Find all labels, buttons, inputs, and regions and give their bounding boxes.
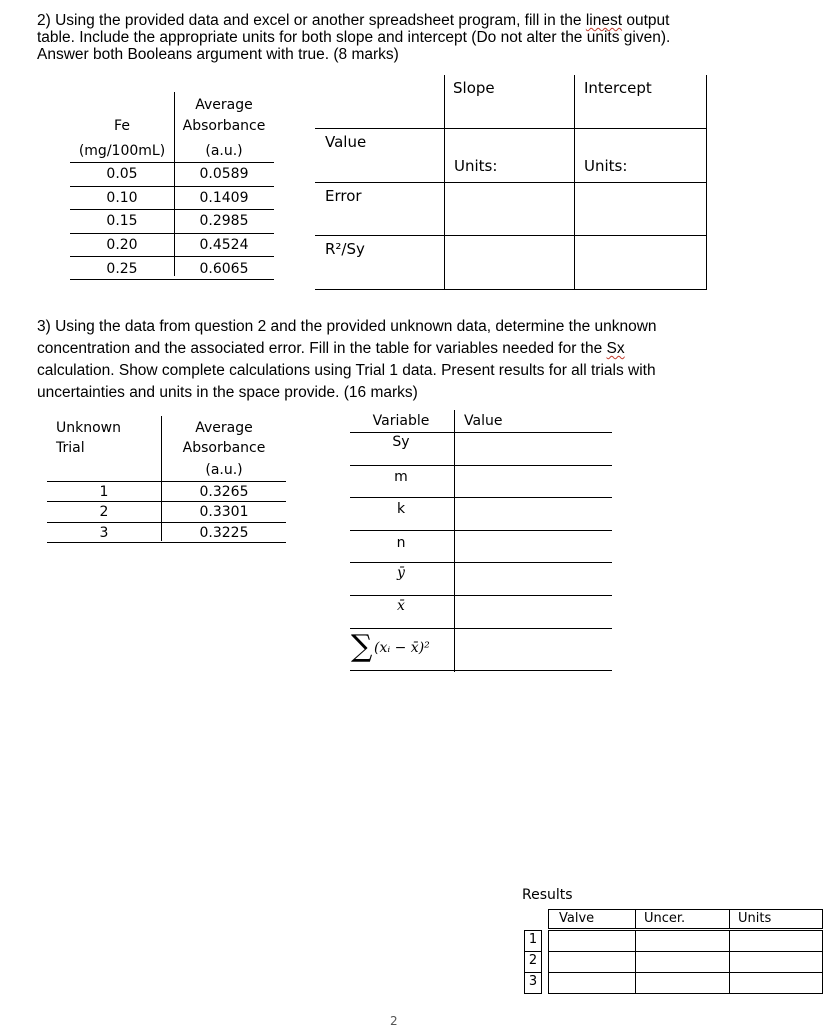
summation-symbol: ∑ (351, 629, 373, 664)
fe-unit-header: (mg/100mL) (78, 143, 166, 159)
results-row-1: 1 (528, 932, 538, 947)
fe-header: Fe (114, 118, 130, 134)
au-header: (a.u.) (205, 462, 243, 478)
fe-cell: 0.05 (106, 166, 138, 182)
var-y-bar: ȳ (397, 565, 405, 581)
absorbance-header: Absorbance (182, 440, 266, 456)
abs-cell: 0.2985 (199, 213, 249, 229)
trial-cell: 2 (99, 504, 109, 520)
avg-header: Average (195, 420, 253, 436)
var-k: k (396, 501, 406, 517)
results-col-units: Units (738, 911, 772, 926)
fe-cell: 0.25 (106, 261, 138, 277)
abs-cell: 0.3225 (199, 525, 249, 541)
abs-cell: 0.3265 (199, 484, 249, 500)
results-row-2: 2 (528, 953, 538, 968)
variable-header: Variable (372, 413, 430, 429)
results-title: Results (522, 887, 573, 903)
fe-header-line (70, 162, 274, 163)
slope-value-cell[interactable] (445, 129, 573, 181)
slope-error-cell[interactable] (445, 183, 573, 234)
var-sum-squares (351, 630, 453, 668)
q2-line-1: 2) Using the provided data and excel or another spreadsheet program, fill in the linest output (37, 12, 670, 29)
intercept-sy-cell[interactable] (575, 236, 705, 288)
var-sy: Sy (392, 434, 410, 450)
var-x-bar: x̄ (397, 598, 405, 614)
sx-word: Sx (606, 340, 625, 357)
value-row-label: Value (325, 133, 367, 151)
trial-header: Trial (56, 440, 85, 456)
error-row-label: Error (325, 187, 362, 205)
absorbance-header: Absorbance (182, 118, 266, 134)
r2-sy-row-label: R²/Sy (325, 240, 365, 258)
var-n: n (396, 535, 406, 551)
intercept-header: Intercept (584, 79, 652, 97)
q3-line-1: 3) Using the data from question 2 and the provided unknown data, determine the unknown (37, 318, 657, 335)
intercept-error-cell[interactable] (575, 183, 705, 234)
results-col-valve: Valve (559, 911, 595, 926)
sum-expression: (xᵢ − x̄)² (374, 640, 430, 656)
abs-cell: 0.1409 (199, 190, 249, 206)
fe-cell: 0.15 (106, 213, 138, 229)
value-header: Value (464, 413, 503, 429)
intercept-value-cell[interactable] (575, 129, 705, 181)
q2-line-2: table. Include the appropriate units for both slope and intercept (Do not alter the units given). (37, 29, 671, 46)
trial-cell: 3 (99, 525, 109, 541)
slope-header: Slope (453, 79, 495, 97)
results-row-3: 3 (528, 974, 538, 989)
question-2-text (37, 12, 670, 63)
abs-cell: 0.4524 (199, 237, 249, 253)
slope-r2-cell[interactable] (445, 236, 573, 288)
page-number: 2 (390, 1014, 398, 1028)
au-header: (a.u.) (205, 143, 243, 159)
avg-header: Average (195, 97, 253, 113)
unknown-header: Unknown (56, 420, 121, 436)
q3-line-2: concentration and the associated error. Fill in the table for variables needed for the Sx (37, 340, 625, 357)
fe-cell: 0.10 (106, 190, 138, 206)
var-m: m (394, 469, 408, 485)
linest-word: linest (585, 12, 623, 29)
abs-cell: 0.3301 (199, 504, 249, 520)
fe-cell: 0.20 (106, 237, 138, 253)
question-3-text (37, 316, 657, 404)
q2-line-3: Answer both Booleans argument with true. (8 marks) (37, 46, 399, 63)
q3-line-4: uncertainties and units in the space provide. (16 marks) (37, 384, 418, 401)
results-col-uncer: Uncer. (644, 911, 686, 926)
abs-cell: 0.6065 (199, 261, 249, 277)
slope-units-label: Units: (454, 157, 498, 175)
trial-cell: 1 (99, 484, 109, 500)
q3-line-3: calculation. Show complete calculations using Trial 1 data. Present results for all trials with (37, 362, 656, 379)
intercept-units-label: Units: (584, 157, 628, 175)
abs-cell: 0.0589 (199, 166, 249, 182)
